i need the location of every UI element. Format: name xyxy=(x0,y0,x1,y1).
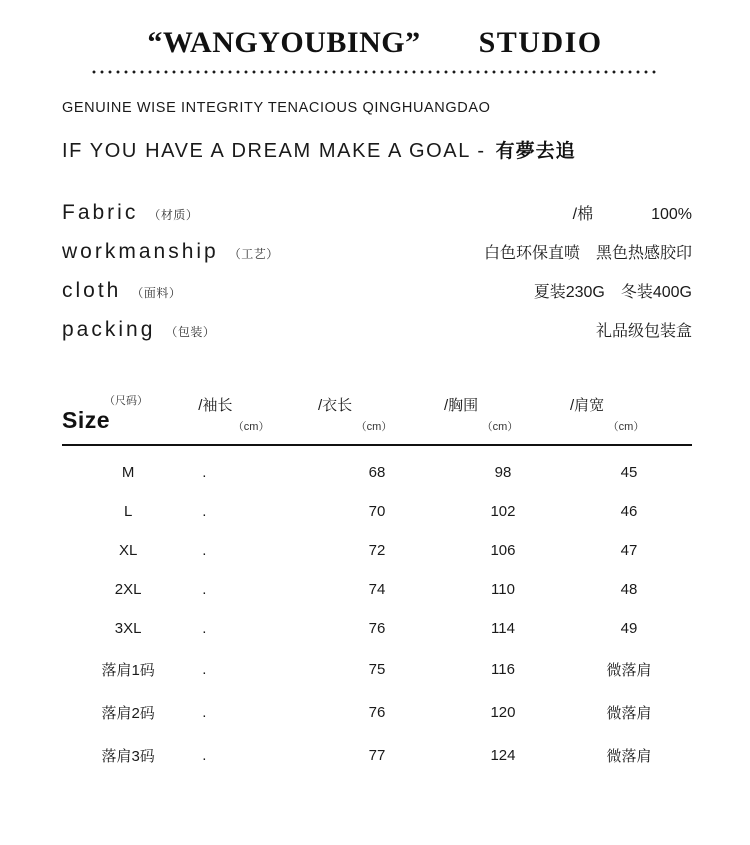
cell-sleeve: . xyxy=(202,620,207,637)
cell-chest: 102 xyxy=(490,503,516,520)
cell-sleeve: . xyxy=(202,704,207,721)
cell-size: XL xyxy=(118,542,138,559)
brand-studio-label: STUDIO xyxy=(478,26,603,59)
cell-chest: 110 xyxy=(491,581,515,598)
column-header-length xyxy=(314,394,440,445)
table-row xyxy=(62,734,692,777)
spec-label-group xyxy=(62,240,279,264)
cell-shoulder: 45 xyxy=(620,464,638,481)
table-row xyxy=(62,691,692,734)
column-header-sleeve-label: /袖长 xyxy=(198,397,233,414)
column-header-size-cn: （尺码） xyxy=(104,395,148,407)
cell-chest: 98 xyxy=(494,464,512,481)
cell-size: 落肩2码 xyxy=(101,705,155,722)
tagline-text: GENUINE WISE INTEGRITY TENACIOUS QINGHUANGDAO xyxy=(62,100,491,116)
cell-shoulder: 微落肩 xyxy=(606,662,652,679)
spec-label-group xyxy=(62,318,215,342)
slogan-row xyxy=(62,136,750,163)
spec-label-en: packing xyxy=(62,318,156,341)
cell-shoulder: 49 xyxy=(620,620,638,637)
cell-length: 70 xyxy=(368,503,386,520)
spec-value-group xyxy=(484,240,692,263)
cell-sleeve: . xyxy=(202,581,207,598)
cell-length: 75 xyxy=(368,661,386,678)
spec-value-a: 夏装230G xyxy=(533,284,605,301)
column-header-shoulder-unit: （cm） xyxy=(607,421,645,433)
cell-sleeve: . xyxy=(202,747,207,764)
spec-value-group xyxy=(573,201,692,224)
size-chart-header xyxy=(62,394,692,445)
size-chart-table xyxy=(62,394,692,777)
slogan-chinese: 有夢去追 xyxy=(495,141,576,162)
spec-row-workmanship xyxy=(62,240,692,264)
spec-label-group xyxy=(62,201,198,225)
size-chart-body xyxy=(62,445,692,777)
column-header-length-unit: （cm） xyxy=(355,421,393,433)
cell-sleeve: . xyxy=(202,464,207,481)
column-header-sleeve-unit: （cm） xyxy=(232,421,270,433)
dotted-divider xyxy=(90,70,660,74)
table-row xyxy=(62,445,692,492)
cell-size: 落肩3码 xyxy=(101,748,155,765)
cell-size: L xyxy=(123,503,133,520)
column-header-size xyxy=(62,394,194,445)
spec-value-b: 冬装400G xyxy=(620,284,692,301)
cell-length: 76 xyxy=(368,620,386,637)
cell-length: 74 xyxy=(368,581,386,598)
cell-shoulder: 微落肩 xyxy=(606,748,652,765)
table-row xyxy=(62,648,692,691)
cell-shoulder: 48 xyxy=(620,581,638,598)
spec-label-en: Fabric xyxy=(62,201,139,224)
spec-list xyxy=(0,201,750,342)
column-header-sleeve xyxy=(194,394,314,445)
table-row xyxy=(62,492,692,531)
table-row xyxy=(62,609,692,648)
cell-chest: 124 xyxy=(490,747,516,764)
cell-size: M xyxy=(121,464,135,481)
cell-chest: 116 xyxy=(491,661,515,678)
brand-name: “WANGYOUBING” xyxy=(147,26,421,59)
spec-row-fabric xyxy=(62,201,692,225)
spec-value-group xyxy=(534,279,692,302)
spec-label-cn: （材质） xyxy=(148,208,199,222)
spec-value-a: /棉 xyxy=(572,206,594,223)
column-header-shoulder-label: /肩宽 xyxy=(569,397,605,414)
cell-shoulder: 微落肩 xyxy=(606,705,652,722)
column-header-chest-unit: （cm） xyxy=(481,421,519,433)
cell-size: 2XL xyxy=(114,581,142,598)
cell-size: 落肩1码 xyxy=(101,662,155,679)
cell-length: 68 xyxy=(368,464,386,481)
brand-header xyxy=(0,0,750,60)
cell-sleeve: . xyxy=(202,542,207,559)
spec-row-packing xyxy=(62,318,692,342)
spec-value-group xyxy=(596,318,692,341)
spec-label-en: workmanship xyxy=(62,240,219,263)
spec-label-cn: （面料） xyxy=(131,286,182,300)
cell-size: 3XL xyxy=(114,620,142,637)
cell-sleeve: . xyxy=(202,503,207,520)
size-chart xyxy=(62,394,692,777)
cell-chest: 120 xyxy=(490,704,516,721)
cell-length: 72 xyxy=(368,542,386,559)
column-header-size-label: Size xyxy=(62,407,111,433)
spec-label-en: cloth xyxy=(62,279,122,302)
column-header-length-label: /衣长 xyxy=(317,397,353,414)
slogan-english: IF YOU HAVE A DREAM MAKE A GOAL - xyxy=(62,140,486,162)
cell-chest: 114 xyxy=(491,620,515,637)
column-header-chest-label: /胸围 xyxy=(443,397,479,414)
table-row xyxy=(62,531,692,570)
spec-label-cn: （包装） xyxy=(165,325,216,339)
spec-label-cn: （工艺） xyxy=(228,247,279,261)
spec-value-a: 白色环保直喷 xyxy=(483,245,580,262)
spec-label-group xyxy=(62,279,181,303)
cell-sleeve: . xyxy=(202,661,207,678)
spec-row-cloth xyxy=(62,279,692,303)
spec-value-b: 黑色热感胶印 xyxy=(595,245,692,262)
column-header-chest xyxy=(440,394,566,445)
column-header-shoulder xyxy=(566,394,692,445)
cell-length: 76 xyxy=(368,704,386,721)
cell-shoulder: 46 xyxy=(620,503,638,520)
spec-value-a: 礼品级包装盒 xyxy=(595,323,692,340)
spec-value-b: 100% xyxy=(651,206,692,223)
cell-shoulder: 47 xyxy=(620,542,638,559)
cell-length: 77 xyxy=(368,747,386,764)
table-row xyxy=(62,570,692,609)
cell-chest: 106 xyxy=(490,542,516,559)
